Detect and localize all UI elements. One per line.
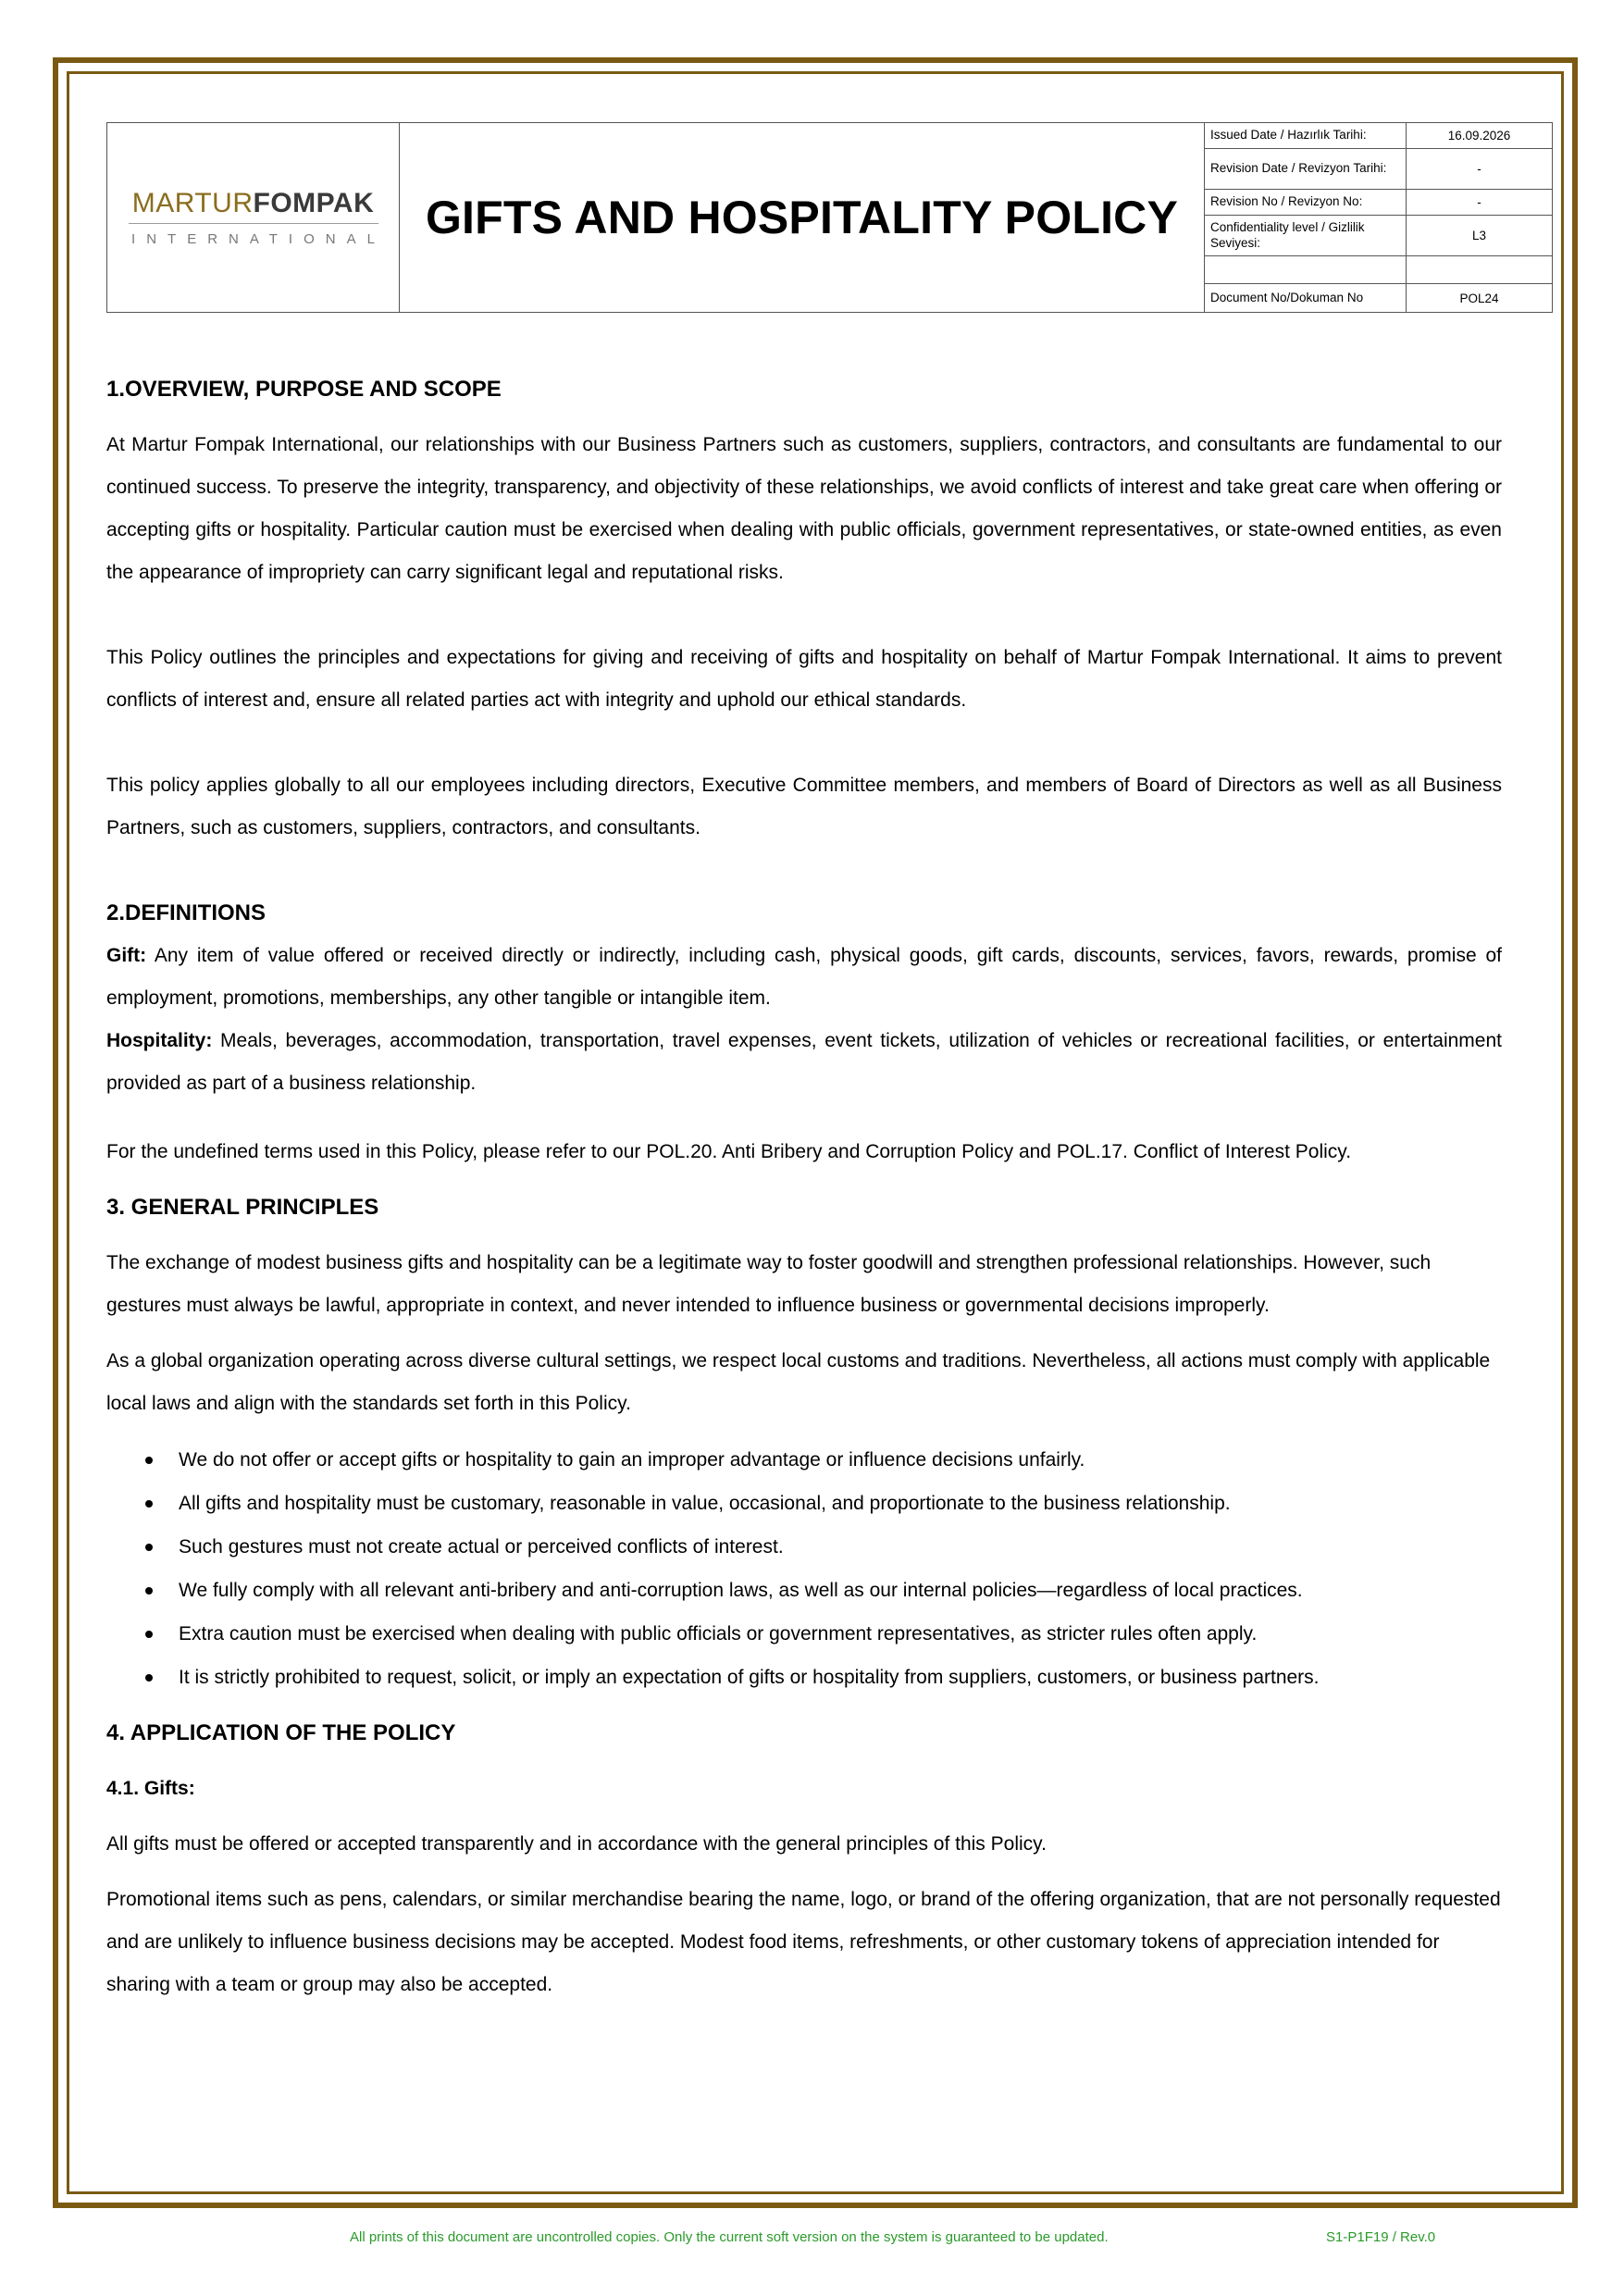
logo-text-martur: MARTUR [131, 188, 254, 218]
list-item: Extra caution must be exercised when dealing with public officials or government representatives, as stricter rules often apply. [106, 1612, 1502, 1656]
subsection-heading-gifts: 4.1. Gifts: [106, 1778, 195, 1799]
meta-row-issued-date: Issued Date / Hazırlık Tarihi: 16.09.2026 [1205, 123, 1552, 149]
bullet-icon [145, 1544, 153, 1551]
bullet-icon [145, 1457, 153, 1464]
meta-row-confidentiality: Confidentiality level / Gizlilik Seviyesi: L3 [1205, 216, 1552, 256]
meta-row-revision-date: Revision Date / Revizyon Tarihi: - [1205, 149, 1552, 190]
logo-text-fompak: FOMPAK [253, 188, 375, 218]
section-heading-application: 4. APPLICATION OF THE POLICY [106, 1720, 456, 1745]
definition-term: Gift: [106, 945, 147, 966]
bullet-icon [145, 1500, 153, 1508]
logo-divider [129, 223, 378, 224]
paragraph: The exchange of modest business gifts and hospitality can be a legitimate way to foster goodwill and strengthen professional relationships. However, such gestures must always be lawful, appropriate in context, and never intended to influence business or governmental decisions improperly. [106, 1252, 1432, 1316]
paragraph: At Martur Fompak International, our relationships with our Business Partners such as customers, suppliers, contractors, and consultants are fundamental to our continued success. To preserve the integrity, transparency, and objectivity of these relationships, we avoid conflicts of interest and take great care when offering or accepting gifts or hospitality. Particular caution must be exercised when dealing with public officials, government representatives, or state-owned entities, as even the appearance of impropriety can carry significant legal and reputational risks. [106, 434, 1502, 583]
definition-hospitality: Hospitality: Meals, beverages, accommodation, transportation, travel expenses, event tickets, utilization of vehicles or recreational facilities, or entertainment provided as part of a business relationship. [106, 1030, 1502, 1094]
footer-disclaimer: All prints of this document are uncontrolled copies. Only the current soft version on the system is guaranteed to be updated. [350, 2229, 1109, 2245]
principles-list [106, 1438, 1502, 1699]
company-logo [107, 123, 400, 312]
paragraph: For the undefined terms used in this Policy, please refer to our POL.20. Anti Bribery and Corruption Policy and POL.17. Conflict of Interest Policy. [106, 1141, 1352, 1162]
bullet-icon [145, 1587, 153, 1595]
list-item: We fully comply with all relevant anti-bribery and anti-corruption laws, as well as our internal policies—regardless of local practices. [106, 1569, 1502, 1612]
page-footer [0, 2229, 1624, 2250]
definition-term: Hospitality: [106, 1030, 213, 1051]
bullet-icon [145, 1631, 153, 1638]
meta-row-document-no: Document No/Dokuman No POL24 [1205, 284, 1552, 312]
paragraph: Promotional items such as pens, calendars, or similar merchandise bearing the name, logo, or brand of the offering organization, that are not personally requested and are unlikely to influence business decisions may be accepted. Modest food items, refreshments, or other customary tokens of appreciation intended for sharing with a team or group may also be accepted. [106, 1889, 1501, 1995]
logo-subtitle: INTERNATIONAL [131, 231, 386, 247]
document-meta-table [1205, 123, 1552, 312]
list-item: All gifts and hospitality must be customary, reasonable in value, occasional, and proportionate to the business relationship. [106, 1482, 1502, 1525]
document-header-table [106, 122, 1553, 313]
list-item: It is strictly prohibited to request, solicit, or imply an expectation of gifts or hospitality from suppliers, customers, or business partners. [106, 1656, 1502, 1699]
section-heading-general-principles: 3. GENERAL PRINCIPLES [106, 1195, 379, 1220]
paragraph: This policy applies globally to all our employees including directors, Executive Committee members, and members of Board of Directors as well as all Business Partners, such as customers, suppliers, contractors, and consultants. [106, 775, 1502, 838]
paragraph: As a global organization operating across diverse cultural settings, we respect local customs and traditions. Nevertheless, all actions must comply with applicable local laws and align with the standards set forth in this Policy. [106, 1350, 1491, 1414]
list-item: Such gestures must not create actual or perceived conflicts of interest. [106, 1525, 1502, 1569]
definition-gift: Gift: Any item of value offered or received directly or indirectly, including cash, physical goods, gift cards, discounts, services, favors, rewards, promise of employment, promotions, memberships, any other tangible or intangible item. [106, 945, 1502, 1009]
document-title: GIFTS AND HOSPITALITY POLICY [425, 192, 1179, 243]
paragraph: All gifts must be offered or accepted transparently and in accordance with the general principles of this Policy. [106, 1833, 1047, 1855]
document-body [106, 368, 1502, 2006]
meta-row-empty [1205, 256, 1552, 284]
bullet-icon [145, 1674, 153, 1682]
footer-form-code: S1-P1F19 / Rev.0 [1326, 2229, 1436, 2245]
list-item: We do not offer or accept gifts or hospitality to gain an improper advantage or influence decisions unfairly. [106, 1438, 1502, 1482]
section-heading-definitions: 2.DEFINITIONS [106, 900, 267, 925]
meta-row-revision-no: Revision No / Revizyon No: - [1205, 190, 1552, 216]
paragraph: This Policy outlines the principles and expectations for giving and receiving of gifts and hospitality on behalf of Martur Fompak International. It aims to prevent conflicts of interest and, ensure all related parties act with integrity and uphold our ethical standards. [106, 647, 1502, 711]
section-heading-overview: 1.OVERVIEW, PURPOSE AND SCOPE [106, 377, 502, 402]
